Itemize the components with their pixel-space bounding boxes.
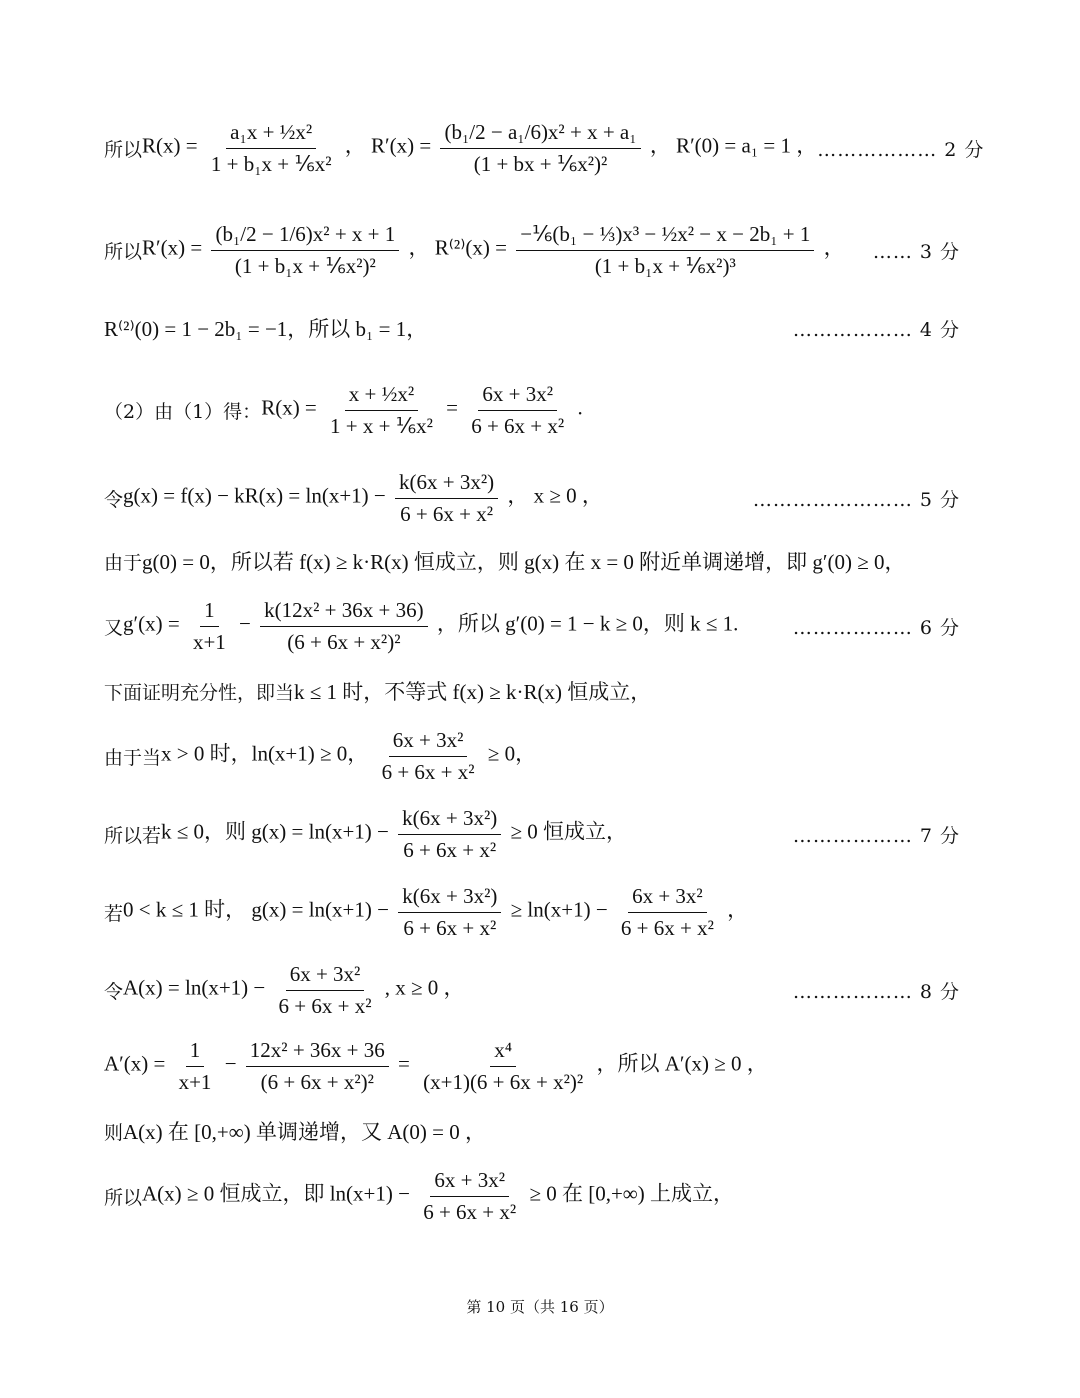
step-line-14 bbox=[104, 1114, 960, 1148]
step-line-10 bbox=[104, 806, 960, 862]
math-expression: R⁽²⁾(0) = 1 − 2b₁ = −1，所以 b₁ = 1， bbox=[104, 317, 428, 341]
fraction: $\frac{\text{−⅙(b₁ − ⅓)x³ − ½x² − x − 2b₁ + 1}}{\text{(1 + b₁x + ⅙x²)³}}$ bbox=[516, 221, 814, 279]
fraction: $\frac{\text{k(12x² + 36x + 36)}}{\text{(6 + 6x + x²)²}}$ bbox=[260, 597, 427, 655]
step-prefix: 所以 bbox=[104, 138, 143, 161]
fraction: $\frac{\text{6x + 3x²}}{\text{6 + 6x + x²}}$ bbox=[471, 382, 565, 438]
step-prefix: 则 bbox=[104, 1121, 124, 1144]
math-expression: k ≤ 1 时，不等式 f(x) ≥ k·R(x) 恒成立， bbox=[294, 680, 652, 704]
step-prefix: 所以 bbox=[104, 1186, 143, 1209]
math-expression: g(0) = 0，所以若 f(x) ≥ k·R(x) 恒成立，则 g(x) 在 x = 0 附近单调递增，即 g′(0) ≥ 0， bbox=[142, 550, 906, 574]
math-expression: A(x) ≥ 0 恒成立，即 ln(x+1) − $\frac{\text{6x + 3x²}}{\text{6 + 6x + x²}}$ ≥ 0 在 [0,+∞) 上成立， bbox=[142, 1168, 735, 1224]
step-prefix: 令 bbox=[104, 488, 124, 511]
step-line-9 bbox=[104, 728, 960, 784]
fraction: $\frac{\text{6x + 3x²}}{\text{6 + 6x + x²}}$ bbox=[423, 1168, 517, 1224]
step-line-1 bbox=[104, 100, 985, 196]
step-line-4 bbox=[104, 364, 960, 456]
step-line-3 bbox=[104, 310, 960, 346]
fraction: $\frac{\text{12x² + 36x + 36}}{\text{(6 + 6x + x²)²}}$ bbox=[246, 1037, 389, 1095]
math-expression: R(x) = $\frac{\text{x + ½x²}}{\text{1 + x + ⅙x²}}$ = $\frac{\text{6x + 3x²}}{\text{6 + 6x + x²}}$ . bbox=[261, 382, 583, 438]
math-expression: g(x) = f(x) − kR(x) = ln(x+1) − $\frac{\text{k(6x + 3x²)}}{\text{6 + 6x + x²}}$ ， x ≥ 0 ， bbox=[123, 470, 603, 526]
math-expression: A(x) 在 [0,+∞) 单调递增，又 A(0) = 0 ， bbox=[123, 1120, 486, 1144]
step-prefix: 所以 bbox=[104, 240, 143, 263]
score-marker: ……………… 7 分 bbox=[792, 824, 960, 847]
math-expression: A′(x) = $\frac{1}{x+1}$ − $\frac{\text{12x² + 36x + 36}}{\text{(6 + 6x + x²)²}}$ = $\frac{\text{x⁴}}{\text{(x+1)(6 + 6x + x²)²}}$ ，所以 A′(x) ≥ 0 ， bbox=[104, 1038, 768, 1094]
step-line-15 bbox=[104, 1168, 960, 1224]
fraction: $\frac{\text{6x + 3x²}}{\text{6 + 6x + x²}}$ bbox=[620, 884, 714, 940]
fraction: $\frac{\text{x⁴}}{\text{(x+1)(6 + 6x + x²)²}}$ bbox=[423, 1038, 584, 1094]
score-marker: ……………… 6 分 bbox=[792, 616, 960, 639]
step-line-6 bbox=[104, 544, 960, 578]
math-expression: k ≤ 0，则 g(x) = ln(x+1) − $\frac{\text{k(6x + 3x²)}}{\text{6 + 6x + x²}}$ ≥ 0 恒成立， bbox=[161, 806, 628, 862]
math-expression: 0 < k ≤ 1 时， g(x) = ln(x+1) − $\frac{\text{k(6x + 3x²)}}{\text{6 + 6x + x²}}$ ≥ ln(x+1) − $\frac{\text{6x + 3x²}}{\text{6 + 6x + x²}}$ ， bbox=[123, 884, 749, 940]
step-prefix: 所以若 bbox=[104, 824, 162, 847]
fraction: $\frac{1}{x+1}$ bbox=[178, 1038, 212, 1094]
fraction: $\frac{\text{k(6x + 3x²)}}{\text{6 + 6x + x²}}$ bbox=[398, 883, 501, 941]
step-line-13 bbox=[104, 1038, 960, 1094]
fraction: $\frac{\text{a₁x + ½x²}}{\text{1 + b₁x + ⅙x²}}$ bbox=[210, 120, 332, 176]
step-line-7 bbox=[104, 598, 960, 654]
fraction: $\frac{\text{k(6x + 3x²)}}{\text{6 + 6x + x²}}$ bbox=[395, 469, 498, 527]
math-expression: R′(x) = $\frac{\text{(b₁/2 − 1/6)x² + x + 1}}{\text{(1 + b₁x + ⅙x²)²}}$ ， R⁽²⁾(x) = $\frac{\text{−⅙(b₁ − ⅓)x³ − ½x² − x − 2b₁ + 1}}{\text{(1 + b₁x + ⅙x²)³}}$ ， bbox=[142, 222, 845, 278]
page-footer: 第 10 页（共 16 页） bbox=[466, 1298, 614, 1316]
step-prefix: 下面证明充分性，即当 bbox=[104, 681, 295, 704]
step-line-2 bbox=[104, 204, 960, 296]
score-marker: …………………… 5 分 bbox=[752, 488, 960, 511]
fraction: $\frac{\text{k(6x + 3x²)}}{\text{6 + 6x + x²}}$ bbox=[398, 805, 501, 863]
score-marker: ……………… 2 分 bbox=[817, 138, 985, 161]
math-expression: A(x) = ln(x+1) − $\frac{\text{6x + 3x²}}{\text{6 + 6x + x²}}$ , x ≥ 0 ， bbox=[123, 962, 465, 1018]
fraction: $\frac{\text{(b₁/2 − a₁/6)x² + x + a₁}}{\text{(1 + bx + ⅙x²)²}}$ bbox=[440, 119, 640, 177]
step-line-12 bbox=[104, 962, 960, 1018]
step-line-5 bbox=[104, 470, 960, 526]
step-prefix: 又 bbox=[104, 616, 124, 639]
score-marker: ……………… 4 分 bbox=[792, 318, 960, 341]
fraction: $\frac{\text{6x + 3x²}}{\text{6 + 6x + x²}}$ bbox=[278, 962, 372, 1018]
step-prefix: （2）由（1）得： bbox=[104, 400, 262, 423]
math-expression: R(x) = $\frac{\text{a₁x + ½x²}}{\text{1 + b₁x + ⅙x²}}$ ， R′(x) = $\frac{\text{(b₁/2 − a₁/6)x² + x + a₁}}{\text{(1 + bx + ⅙x²)²}}$ ， R′(0) = a₁ = 1 ， bbox=[142, 120, 818, 176]
step-line-8 bbox=[104, 674, 960, 708]
math-expression: x > 0 时，ln(x+1) ≥ 0， $\frac{\text{6x + 3x²}}{\text{6 + 6x + x²}}$ ≥ 0， bbox=[161, 728, 537, 784]
score-marker: ……………… 8 分 bbox=[792, 980, 960, 1003]
step-prefix: 由于当 bbox=[104, 746, 162, 769]
score-marker: …… 3 分 bbox=[872, 240, 960, 263]
fraction: $\frac{\text{(b₁/2 − 1/6)x² + x + 1}}{\text{(1 + b₁x + ⅙x²)²}}$ bbox=[211, 221, 399, 279]
step-prefix: 由于 bbox=[104, 551, 143, 574]
step-prefix: 令 bbox=[104, 980, 124, 1003]
fraction: $\frac{\text{6x + 3x²}}{\text{6 + 6x + x²}}$ bbox=[381, 728, 475, 784]
step-prefix: 若 bbox=[104, 902, 124, 925]
fraction: $\frac{1}{x+1}$ bbox=[192, 598, 226, 654]
step-line-11 bbox=[104, 884, 960, 940]
math-expression: g′(x) = $\frac{1}{x+1}$ − $\frac{\text{k(12x² + 36x + 36)}}{\text{(6 + 6x + x²)²}}$ ，所以 g′(0) = 1 − k ≥ 0，则 k ≤ 1. bbox=[123, 598, 739, 654]
fraction: $\frac{\text{x + ½x²}}{\text{1 + x + ⅙x²}}$ bbox=[330, 382, 433, 438]
